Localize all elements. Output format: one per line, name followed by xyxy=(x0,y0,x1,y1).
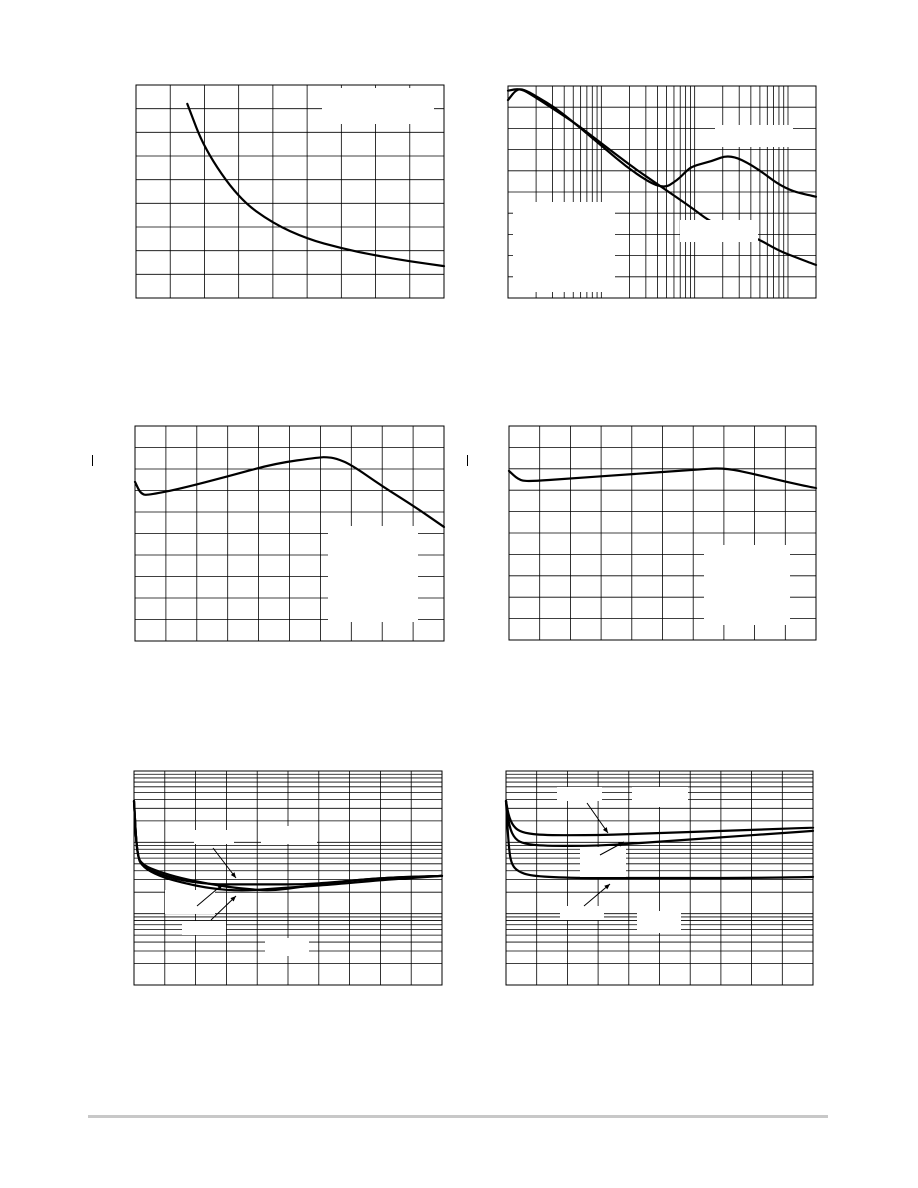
label-box xyxy=(580,847,626,877)
label-box xyxy=(557,787,602,801)
axis-tick-mark xyxy=(467,455,468,466)
label-box xyxy=(560,906,604,920)
axis-tick-mark xyxy=(92,455,93,466)
footer-rule xyxy=(88,1115,828,1118)
label-box xyxy=(637,911,681,933)
arrow-head xyxy=(603,827,608,833)
label-box xyxy=(632,787,688,807)
